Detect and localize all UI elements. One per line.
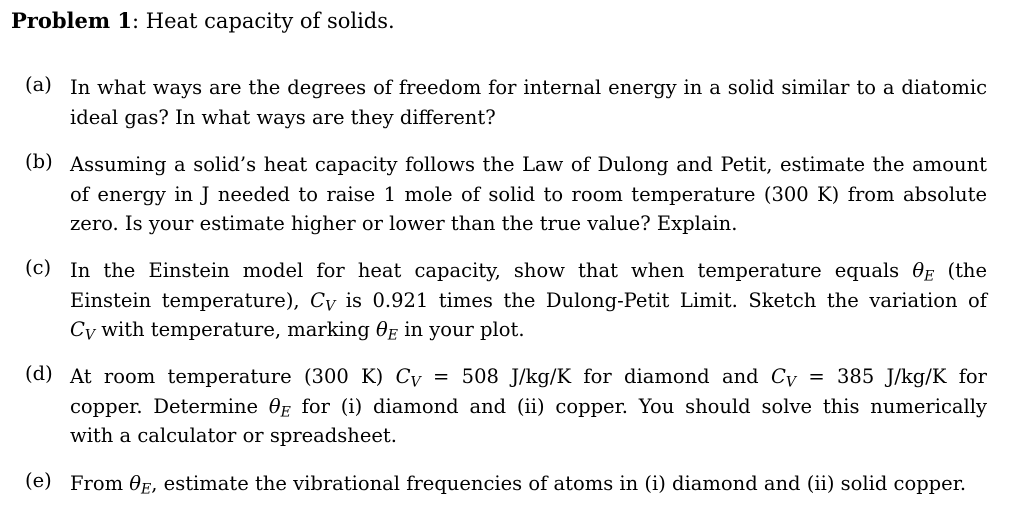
item-b-text [70, 150, 987, 239]
problem-title-text: : Heat capacity of solids. [132, 9, 395, 33]
item-d-text [70, 362, 987, 451]
item-c-text-1b: (the [934, 259, 988, 282]
problem-label: Problem 1 [11, 8, 133, 33]
theta-e-symbol: $\theta_E$ [129, 472, 152, 498]
item-a [25, 73, 987, 132]
item-d-text-2b: for (i) diamond and (ii) copper. You should solve this numerically [290, 394, 988, 418]
item-d-text-1a: At room temperature (300 K) [70, 365, 396, 388]
item-e [25, 469, 987, 499]
item-c [25, 256, 987, 345]
cv-symbol: $C_V$ [770, 365, 797, 391]
item-c-text-2a: Einstein temperature), [70, 288, 311, 312]
item-d [25, 362, 987, 451]
problem-title [11, 7, 395, 35]
item-e-text-1a: From [70, 472, 130, 495]
item-a-marker: (a) [25, 73, 52, 96]
item-e-text-1b: , estimate the vibrational frequencies of atoms in (i) diamond and (ii) solid copper. [151, 472, 967, 495]
item-a-line-2: ideal gas? In what ways are they different? [70, 105, 496, 129]
item-c-text-3c: in your plot. [398, 318, 525, 341]
theta-e-symbol: $\theta_E$ [912, 259, 935, 285]
item-d-text-1b: = 508 J/kg/K for diamond and [420, 365, 771, 388]
cv-symbol: $C_V$ [310, 288, 336, 314]
item-c-line-1 [70, 256, 987, 286]
item-d-text-1c: = 385 J/kg/K for [796, 365, 987, 388]
item-d-line-1 [70, 362, 987, 392]
item-c-line-3 [70, 315, 987, 345]
item-d-text-2a: copper. Determine [70, 394, 269, 418]
item-c-line-2 [70, 286, 987, 316]
item-c-marker: (c) [25, 256, 52, 279]
theta-e-symbol: $\theta_E$ [268, 394, 291, 420]
item-b-line-1: Assuming a solid’s heat capacity follows the Law of Dulong and Petit, estimate the amount [70, 153, 987, 176]
item-e-line-1 [70, 469, 987, 499]
item-b-marker: (b) [25, 150, 53, 173]
item-b [25, 150, 987, 239]
item-e-text [70, 469, 987, 499]
item-c-text-1a: In the Einstein model for heat capacity, show that when temperature equals [70, 259, 913, 282]
item-b-line-2: of energy in J needed to raise 1 mole of solid to room temperature (300 K) from absolute [70, 182, 987, 206]
item-d-line-2 [70, 392, 987, 422]
item-c-text [70, 256, 987, 345]
cv-symbol: $C_V$ [395, 365, 421, 391]
item-e-marker: (e) [25, 469, 52, 492]
cv-symbol: $C_V$ [70, 318, 96, 344]
item-c-text-2b: is 0.921 times the Dulong-Petit Limit. Sketch the variation of [335, 288, 987, 312]
item-d-marker: (d) [25, 362, 53, 385]
item-b-line-3: zero. Is your estimate higher or lower than the true value? Explain. [70, 212, 738, 235]
item-c-text-3b: with temperature, marking [95, 318, 377, 341]
theta-e-symbol: $\theta_E$ [376, 318, 399, 344]
item-d-line-3: with a calculator or spreadsheet. [70, 424, 397, 447]
item-a-text [70, 73, 987, 132]
item-a-line-1: In what ways are the degrees of freedom for internal energy in a solid similar to a diatomic [70, 76, 987, 99]
